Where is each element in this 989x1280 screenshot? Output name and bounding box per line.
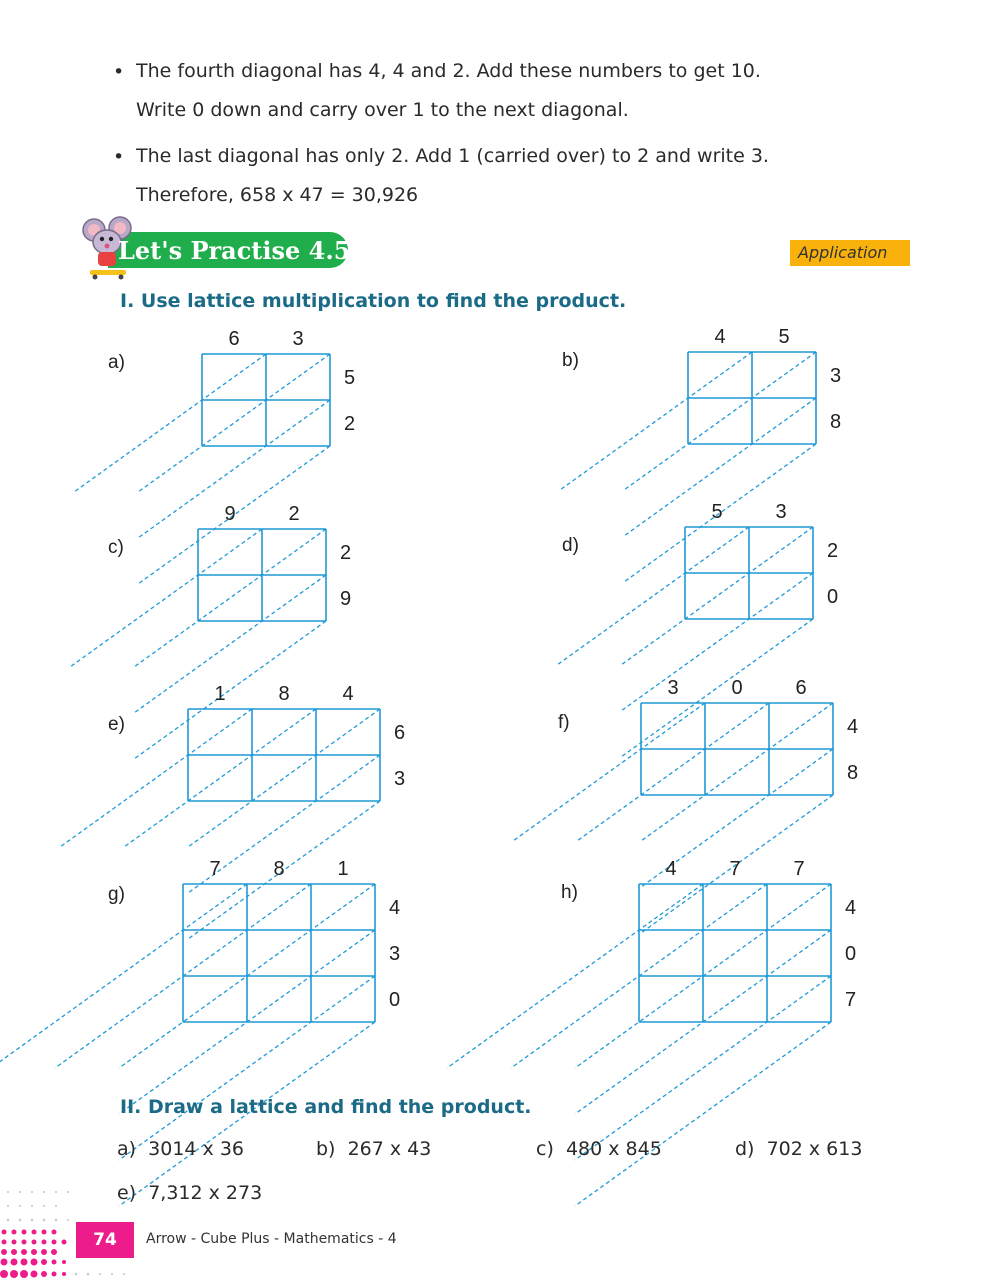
lattice-label: d) bbox=[562, 535, 579, 556]
lattice-side-digit: 7 bbox=[845, 989, 857, 1011]
lattice-diagonal bbox=[641, 703, 833, 841]
section-1-title: I. Use lattice multiplication to find the product. bbox=[120, 290, 627, 312]
lattice-top-digit: 1 bbox=[337, 858, 349, 880]
bullet-2: • bbox=[113, 146, 125, 168]
lattice-top-digit: 5 bbox=[778, 326, 790, 348]
lattice-side-digit: 5 bbox=[344, 367, 356, 389]
intro-line-4: Therefore, 658 x 47 = 30,926 bbox=[136, 184, 419, 206]
lattice-top-digit: 5 bbox=[711, 501, 723, 523]
lattice-top-digit: 7 bbox=[209, 858, 221, 880]
lattice-diagonal bbox=[513, 703, 705, 841]
problem-expr: 7,312 x 273 bbox=[148, 1182, 263, 1204]
problem-expr: 480 x 845 bbox=[565, 1138, 662, 1160]
lattice-diagonal bbox=[577, 703, 769, 841]
lattice-label: e) bbox=[108, 714, 125, 735]
lattice-a bbox=[74, 328, 355, 584]
lattice-diagonal bbox=[134, 529, 326, 667]
lattice-side-digit: 3 bbox=[394, 768, 406, 790]
lattice-label: g) bbox=[108, 884, 125, 905]
lattice-top-digit: 8 bbox=[273, 858, 285, 880]
lattice-diagonal bbox=[134, 575, 326, 713]
lattice-top-digit: 7 bbox=[729, 858, 741, 880]
lattice-top-digit: 3 bbox=[292, 328, 304, 350]
problem-item bbox=[316, 1138, 431, 1160]
lattice-top-digit: 6 bbox=[228, 328, 240, 350]
lattice-d bbox=[557, 501, 838, 757]
lattice-diagonal bbox=[124, 709, 316, 847]
problem-expr: 3014 x 36 bbox=[148, 1138, 245, 1160]
problem-label: c) bbox=[536, 1138, 554, 1160]
problem-label: d) bbox=[735, 1138, 755, 1160]
lattice-top-digit: 3 bbox=[667, 677, 679, 699]
lattice-top-digit: 2 bbox=[288, 503, 300, 525]
lattice-side-digit: 0 bbox=[827, 586, 839, 608]
lattice-side-digit: 2 bbox=[340, 542, 352, 564]
lattice-diagonal bbox=[621, 527, 813, 665]
lattice-b bbox=[560, 326, 841, 582]
lattice-label: f) bbox=[558, 712, 570, 733]
lattice-top-digit: 1 bbox=[214, 683, 226, 705]
lattice-top-digit: 4 bbox=[714, 326, 726, 348]
lattice-e bbox=[60, 683, 405, 939]
lattice-top-digit: 4 bbox=[665, 858, 677, 880]
lattice-diagonal bbox=[60, 709, 252, 847]
problem-item bbox=[536, 1138, 662, 1160]
lattice-diagonal bbox=[560, 352, 752, 490]
lattice-diagonal bbox=[138, 354, 330, 492]
page-number: 74 bbox=[76, 1222, 134, 1258]
lattice-top-digit: 4 bbox=[342, 683, 354, 705]
problem-label: e) bbox=[117, 1182, 137, 1204]
lattice-side-digit: 6 bbox=[394, 722, 406, 744]
lattice-diagonal bbox=[134, 621, 326, 759]
lattice-label: c) bbox=[108, 537, 124, 558]
bullet-1: • bbox=[113, 61, 125, 83]
lattice-side-digit: 0 bbox=[389, 989, 401, 1011]
problem-expr: 702 x 613 bbox=[766, 1138, 863, 1160]
problem-label: a) bbox=[117, 1138, 137, 1160]
lattice-top-digit: 0 bbox=[731, 677, 743, 699]
lattice-diagonal bbox=[624, 352, 816, 490]
problem-item bbox=[117, 1138, 244, 1160]
lattice-top-digit: 8 bbox=[278, 683, 290, 705]
lattice-diagonal bbox=[575, 1022, 831, 1206]
lattice-top-digit: 6 bbox=[795, 677, 807, 699]
problem-item bbox=[735, 1138, 862, 1160]
lattice-side-digit: 3 bbox=[389, 943, 401, 965]
lattice-side-digit: 9 bbox=[340, 588, 352, 610]
lattice-top-digit: 3 bbox=[775, 501, 787, 523]
lattice-side-digit: 4 bbox=[389, 897, 401, 919]
intro-line-2: Write 0 down and carry over 1 to the next diagonal. bbox=[136, 99, 629, 121]
lattice-label: b) bbox=[562, 350, 579, 371]
lattice-f bbox=[513, 677, 858, 933]
lattice-diagonal bbox=[74, 354, 266, 492]
lattice-label: a) bbox=[108, 352, 125, 373]
problem-label: b) bbox=[316, 1138, 336, 1160]
lattice-diagonal bbox=[621, 573, 813, 711]
section-2-title: II. Draw a lattice and find the product. bbox=[120, 1096, 532, 1118]
lattice-diagonal bbox=[621, 619, 813, 757]
practice-title: Let's Practise 4.5 bbox=[118, 236, 351, 265]
application-tag: Application bbox=[790, 240, 910, 266]
problem-expr: 267 x 43 bbox=[347, 1138, 432, 1160]
lattice-side-digit: 2 bbox=[827, 540, 839, 562]
lattice-label: h) bbox=[561, 882, 578, 903]
lattice-top-digit: 7 bbox=[793, 858, 805, 880]
lattice-side-digit: 8 bbox=[830, 411, 842, 433]
lattice-diagonal bbox=[188, 709, 380, 847]
lattice-side-digit: 4 bbox=[847, 716, 859, 738]
lattice-side-digit: 0 bbox=[845, 943, 857, 965]
lattice-c bbox=[70, 503, 354, 759]
footer-text: Arrow - Cube Plus - Mathematics - 4 bbox=[146, 1231, 397, 1247]
lattice-side-digit: 4 bbox=[845, 897, 857, 919]
lattice-diagonal bbox=[70, 529, 262, 667]
lattice-top-digit: 9 bbox=[224, 503, 236, 525]
intro-line-1: The fourth diagonal has 4, 4 and 2. Add these numbers to get 10. bbox=[136, 60, 761, 82]
lattice-side-digit: 3 bbox=[830, 365, 842, 387]
lattice-side-digit: 8 bbox=[847, 762, 859, 784]
intro-line-3: The last diagonal has only 2. Add 1 (carried over) to 2 and write 3. bbox=[136, 145, 769, 167]
lattice-diagonal bbox=[557, 527, 749, 665]
lattice-side-digit: 2 bbox=[344, 413, 356, 435]
